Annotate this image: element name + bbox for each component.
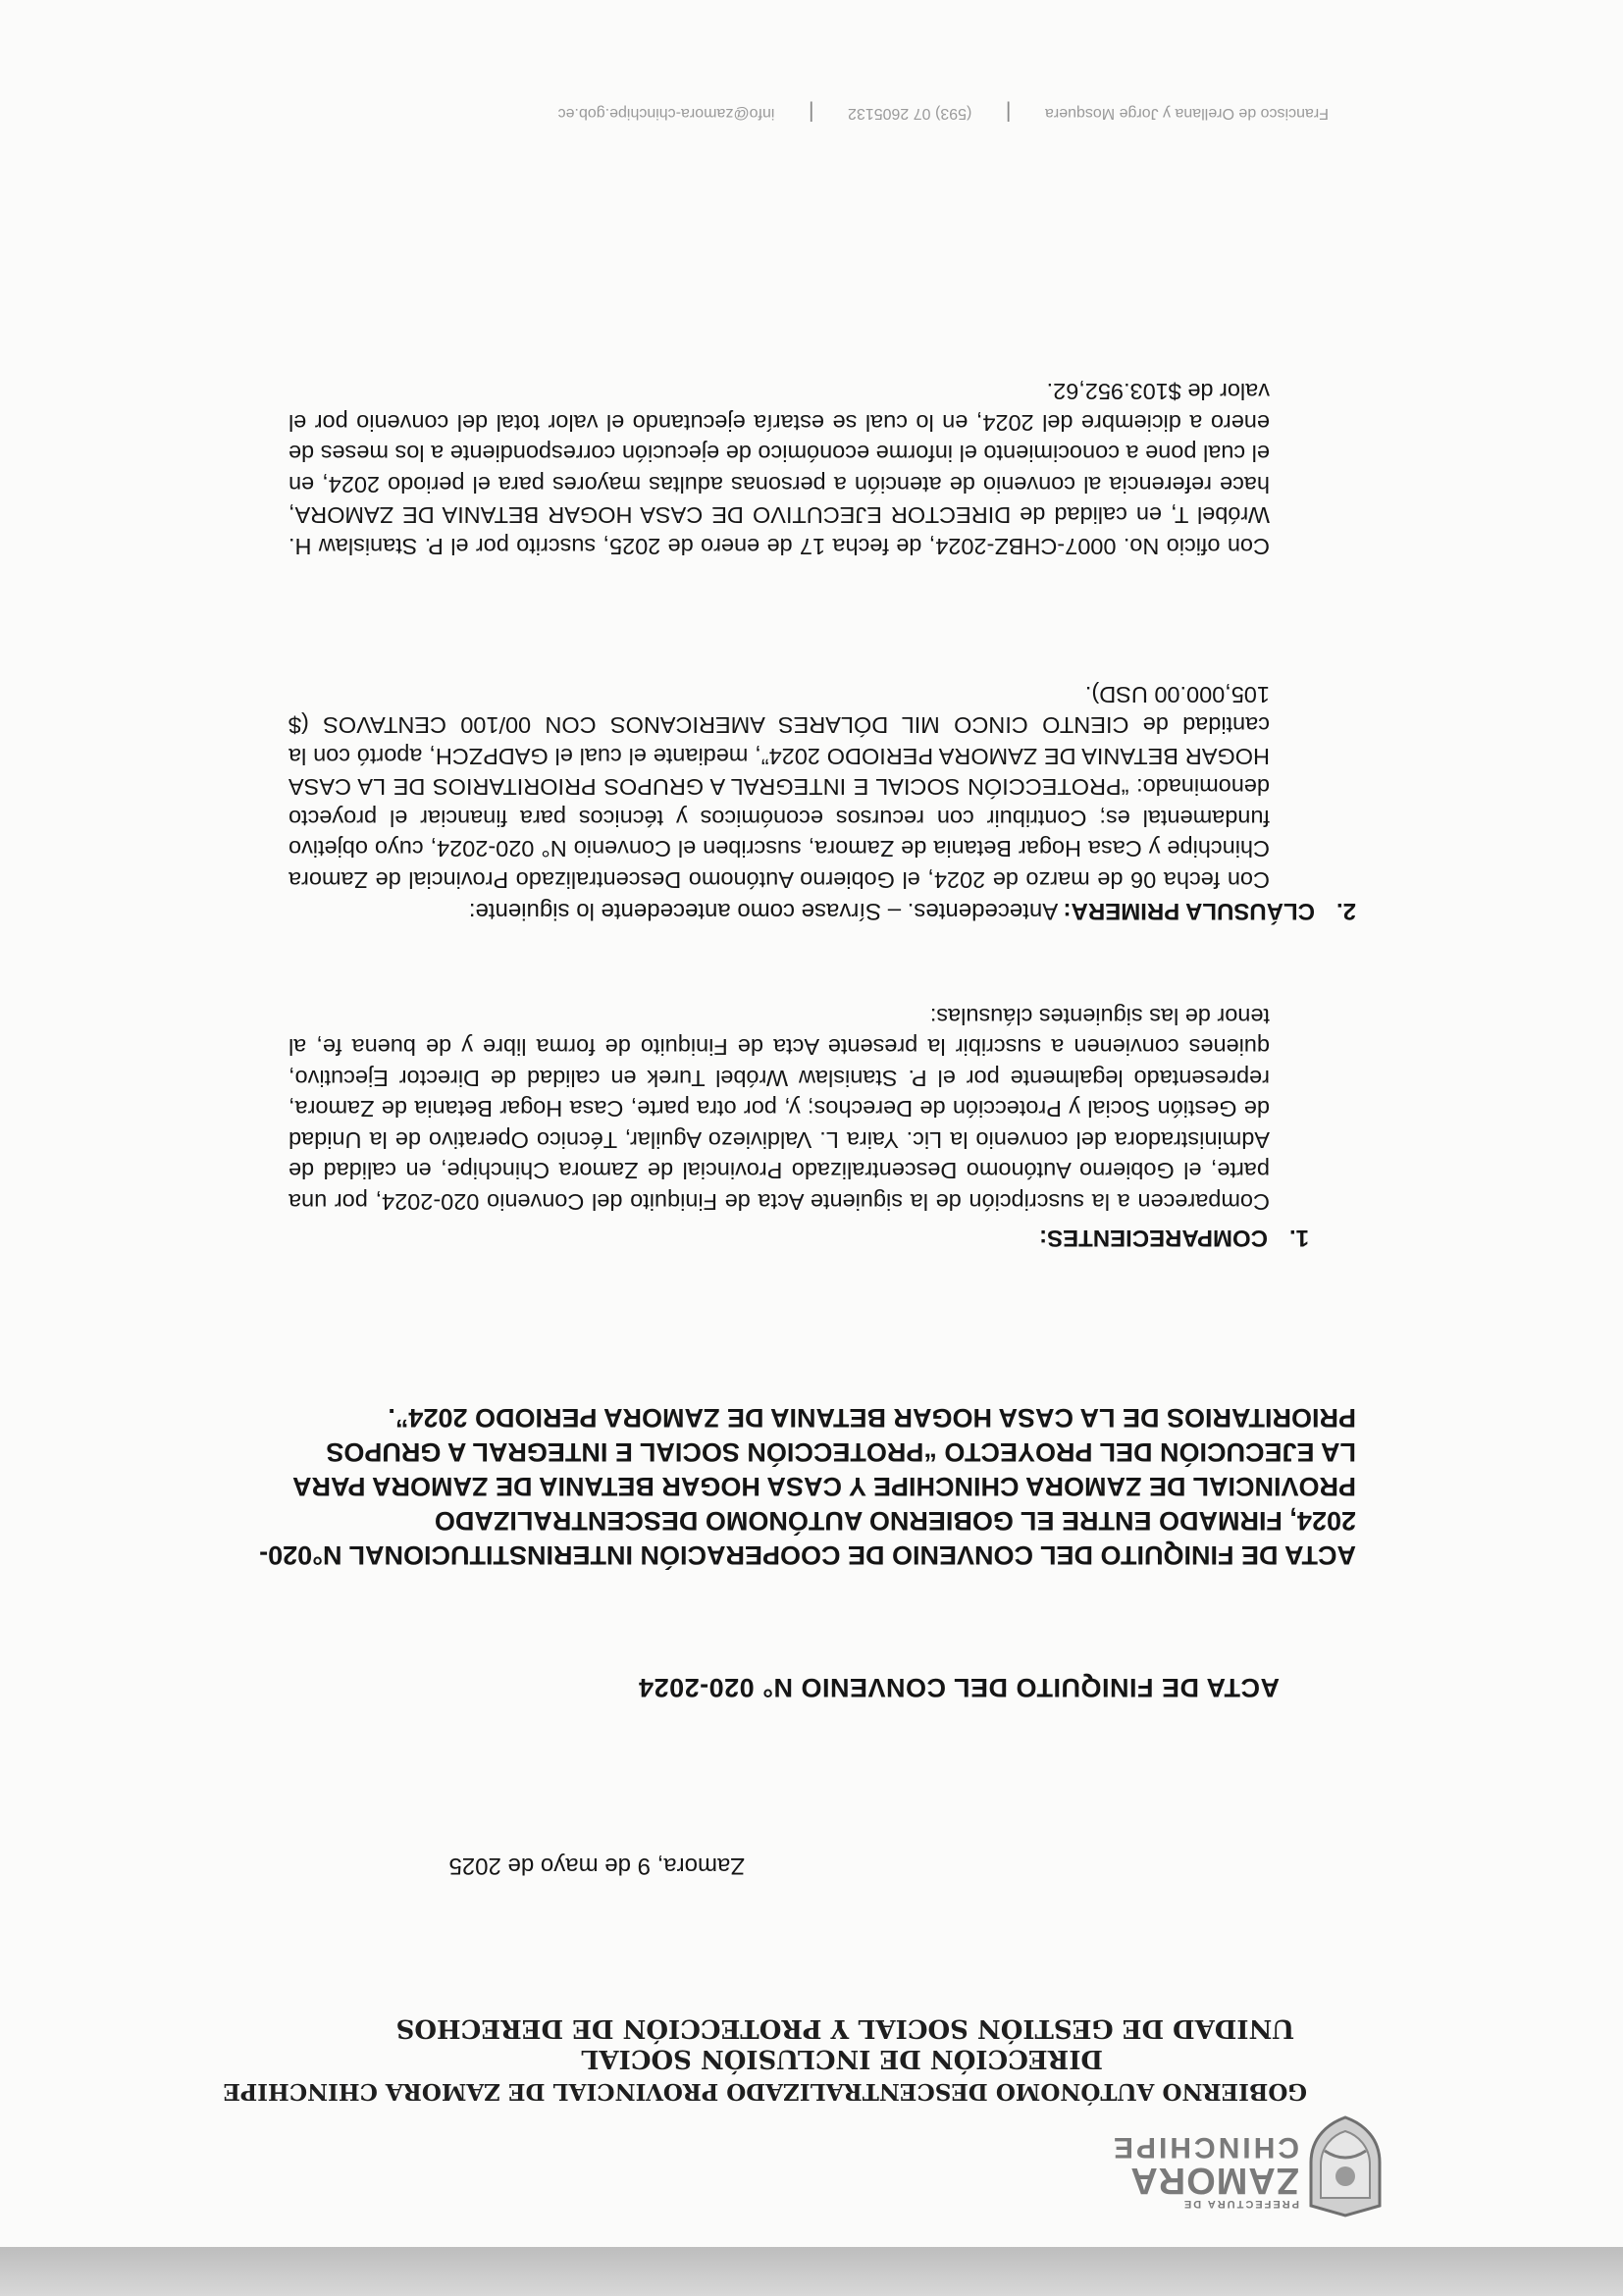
footer-email: info@zamora-chinchipe.gob.ec <box>557 104 775 122</box>
prefecture-logo-text <box>1103 2131 1299 2210</box>
main-title-line: 2024, FIRMADO ENTRE EL GOBIERNO AUTÓNOMO DESCENTRALIZADO <box>434 1506 1356 1536</box>
header-direction-line: DIRECCIÓN DE INCLUSIÓN SOCIAL <box>581 2044 1103 2073</box>
main-title-line: LA EJECUCIÓN DEL PROYECTO “PROTECCIÓN SOCIAL E INTEGRAL A GRUPOS <box>326 1437 1356 1467</box>
header-institution-line: GOBIERNO AUTÓNOMO DESCENTRALIZADO PROVINCIAL DE ZAMORA CHINCHIPE <box>223 2078 1307 2105</box>
main-title <box>228 1400 1356 1572</box>
footer-address: Francisco de Orellana y Jorge Mosquera <box>1044 104 1329 122</box>
logo-zamora-text: ZAMORA <box>1129 2160 1299 2201</box>
footer-phone: (593) 07 2605132 <box>848 104 972 122</box>
section-2-heading <box>469 897 1356 924</box>
header-unit-line: UNIDAD DE GESTIÓN SOCIAL Y PROTECCIÓN DE DERECHOS <box>395 2013 1294 2043</box>
document-title: ACTA DE FINIQUITO DEL CONVENIO N° 020-2024 <box>638 1673 1280 1702</box>
section-title: COMPARECIENTES: <box>1039 1225 1268 1251</box>
header-band <box>0 2247 1623 2296</box>
section-1-heading <box>1039 1224 1309 1251</box>
main-title-line: PROVINCIAL DE ZAMORA CHINCHIPE Y CASA HOGAR BETANIA DE ZAMORA PARA <box>291 1472 1356 1501</box>
main-title-line: ACTA DE FINIQUITO DEL CONVENIO DE COOPERACIÓN INTERINSTITUCIONAL N°020- <box>259 1540 1356 1570</box>
prefecture-crest-icon <box>1303 2113 1387 2219</box>
section-title: CLÁUSULA PRIMERA: <box>1063 898 1315 924</box>
antecedentes-paragraph-1: Con fecha 06 de marzo de 2024, el Gobierno Autónomo Descentralizado Provincial de Zamora Chinchipe y Casa Hogar Betania de Zamora, suscriben el Convenio N° 020-2024, cuyo objetivo fundamental es; Contribuir con recursos económicos y técnicos para financiar el proyecto denominado: “PROTECCIÓN SOCIAL E INTEGRAL A GRUPOS PRIORITARIOS DE LA CASA HOGAR BETANIA DE ZAMORA PERIODO 2024”, mediante el cual el GADPZCH, aportó con la cantidad de CIENTO CINCO MIL DÓLARES AMERICANOS CON 00/100 CENTAVOS ($ 105,000.00 USD). <box>288 682 1270 893</box>
footer-separator: | <box>808 101 814 126</box>
section-number: 1. <box>1288 1225 1309 1251</box>
footer-separator: | <box>1005 101 1012 126</box>
logo-chinchipe-text: CHINCHIPE <box>1110 2131 1299 2164</box>
main-title-line: PRIORITARIOS DE LA CASA HOGAR BETANIA DE ZAMORA PERIODO 2024”. <box>388 1403 1356 1433</box>
section-number: 2. <box>1335 898 1356 924</box>
section-subtitle: Antecedentes. – Sírvase como antecedente lo siguiente: <box>468 898 1064 924</box>
logo-small-text: PREFECTURA DE <box>1181 2198 1299 2210</box>
document-date: Zamora, 9 de mayo de 2025 <box>448 1852 745 1879</box>
footer <box>269 100 1329 126</box>
antecedentes-paragraph-2: Con oficio No. 0007-CHBZ-2024, de fecha 17 de enero de 2025, suscrito por el P. Stanislaw H. Wróbel T, en calidad de DIRECTOR EJECUTIVO DE CASA HOGAR BETANIA DE ZAMORA, hace referencia al convenio de atención a personas adultas mayores para el periodo 2024, en el cual pone a conocimiento el informe económico de ejecución correspondiente a los meses de enero a diciembre del 2024, en lo cual se estaría ejecutando el valor total del convenio por el valor de $103.952,62. <box>288 379 1270 559</box>
comparecientes-paragraph: Comparecen a la suscripción de la siguiente Acta de Finiquito del Convenio 020-2024, por una parte, el Gobierno Autónomo Descentralizado Provincial de Zamora Chinchipe, en calidad de Administradora del convenio la Lic. Yaira L. Valdiviezo Aguilar, Técnico Operativo de la Unidad de Gestión Social y Protección de Derechos; y, por otra parte, Casa Hogar Betania de Zamora, representado legalmente por el P. Stanislaw Wróbel Turek en calidad de Director Ejecutivo, quienes convienen a suscribir la presente Acta de Finiquito de forma libre y de buena fe, al tenor de las siguientes cláusulas: <box>288 1004 1270 1215</box>
